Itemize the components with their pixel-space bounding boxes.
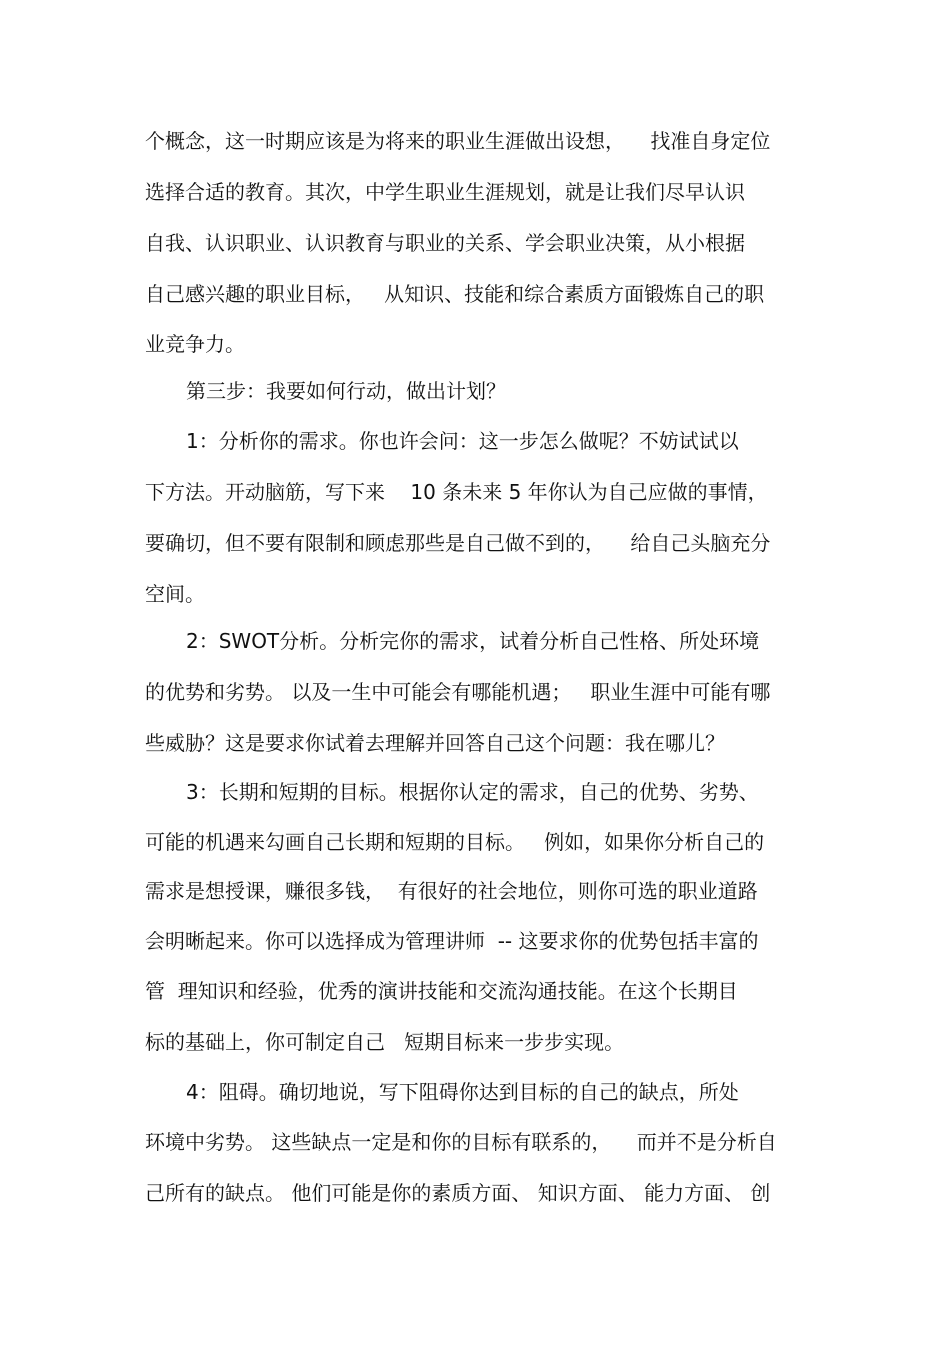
text-line: 自己感兴趣的职业目标， 从知识、技能和综合素质方面锻炼自己的职 <box>145 282 765 306</box>
text-line: 选择合适的教育。其次，中学生职业生涯规划，就是让我们尽早认识 <box>145 180 745 204</box>
text-line: 可能的机遇来勾画自己长期和短期的目标。 例如，如果你分析自己的 <box>145 830 765 854</box>
text-line: 空间。 <box>145 582 205 606</box>
text-line: 个概念，这一时期应该是为将来的职业生涯做出设想， 找准自身定位 <box>145 129 771 153</box>
text-line: 环境中劣势。 这些缺点一定是和你的目标有联系的， 而并不是分析自 <box>145 1130 777 1154</box>
text-line: 需求是想授课，赚很多钱， 有很好的社会地位，则你可选的职业道路 <box>145 879 758 903</box>
text-line: 标的基础上，你可制定自己 短期目标来一步步实现。 <box>145 1030 625 1054</box>
text-line: 管 理知识和经验，优秀的演讲技能和交流沟通技能。在这个长期目 <box>145 979 738 1003</box>
text-line: 会明晰起来。你可以选择成为管理讲师 -- 这要求你的优势包括丰富的 <box>145 929 759 953</box>
text-line: 些威胁？这是要求你试着去理解并回答自己这个问题：我在哪儿？ <box>145 731 725 755</box>
text-line: 下方法。开动脑筋，写下来 10 条未来 5 年你认为自己应做的事情， <box>145 480 768 504</box>
section-heading: 第三步：我要如何行动，做出计划？ <box>186 379 506 403</box>
text-line: 要确切，但不要有限制和顾虑那些是自己做不到的， 给自己头脑充分 <box>145 531 771 555</box>
text-line: 的优势和劣势。 以及一生中可能会有哪能机遇； 职业生涯中可能有哪 <box>145 680 771 704</box>
text-line: 自我、认识职业、认识教育与职业的关系、学会职业决策，从小根据 <box>145 231 745 255</box>
text-line: 1：分析你的需求。你也许会问：这一步怎么做呢？不妨试试以 <box>186 429 739 453</box>
text-line: 己所有的缺点。 他们可能是你的素质方面、 知识方面、 能力方面、 创 <box>145 1181 771 1205</box>
text-line: 4：阻碍。确切地说，写下阻碍你达到目标的自己的缺点，所处 <box>186 1080 739 1104</box>
text-line: 业竞争力。 <box>145 332 245 356</box>
text-line: 3：长期和短期的目标。根据你认定的需求，自己的优势、劣势、 <box>186 780 759 804</box>
text-line: 2：SWOT分析。分析完你的需求，试着分析自己性格、所处环境 <box>186 629 760 653</box>
